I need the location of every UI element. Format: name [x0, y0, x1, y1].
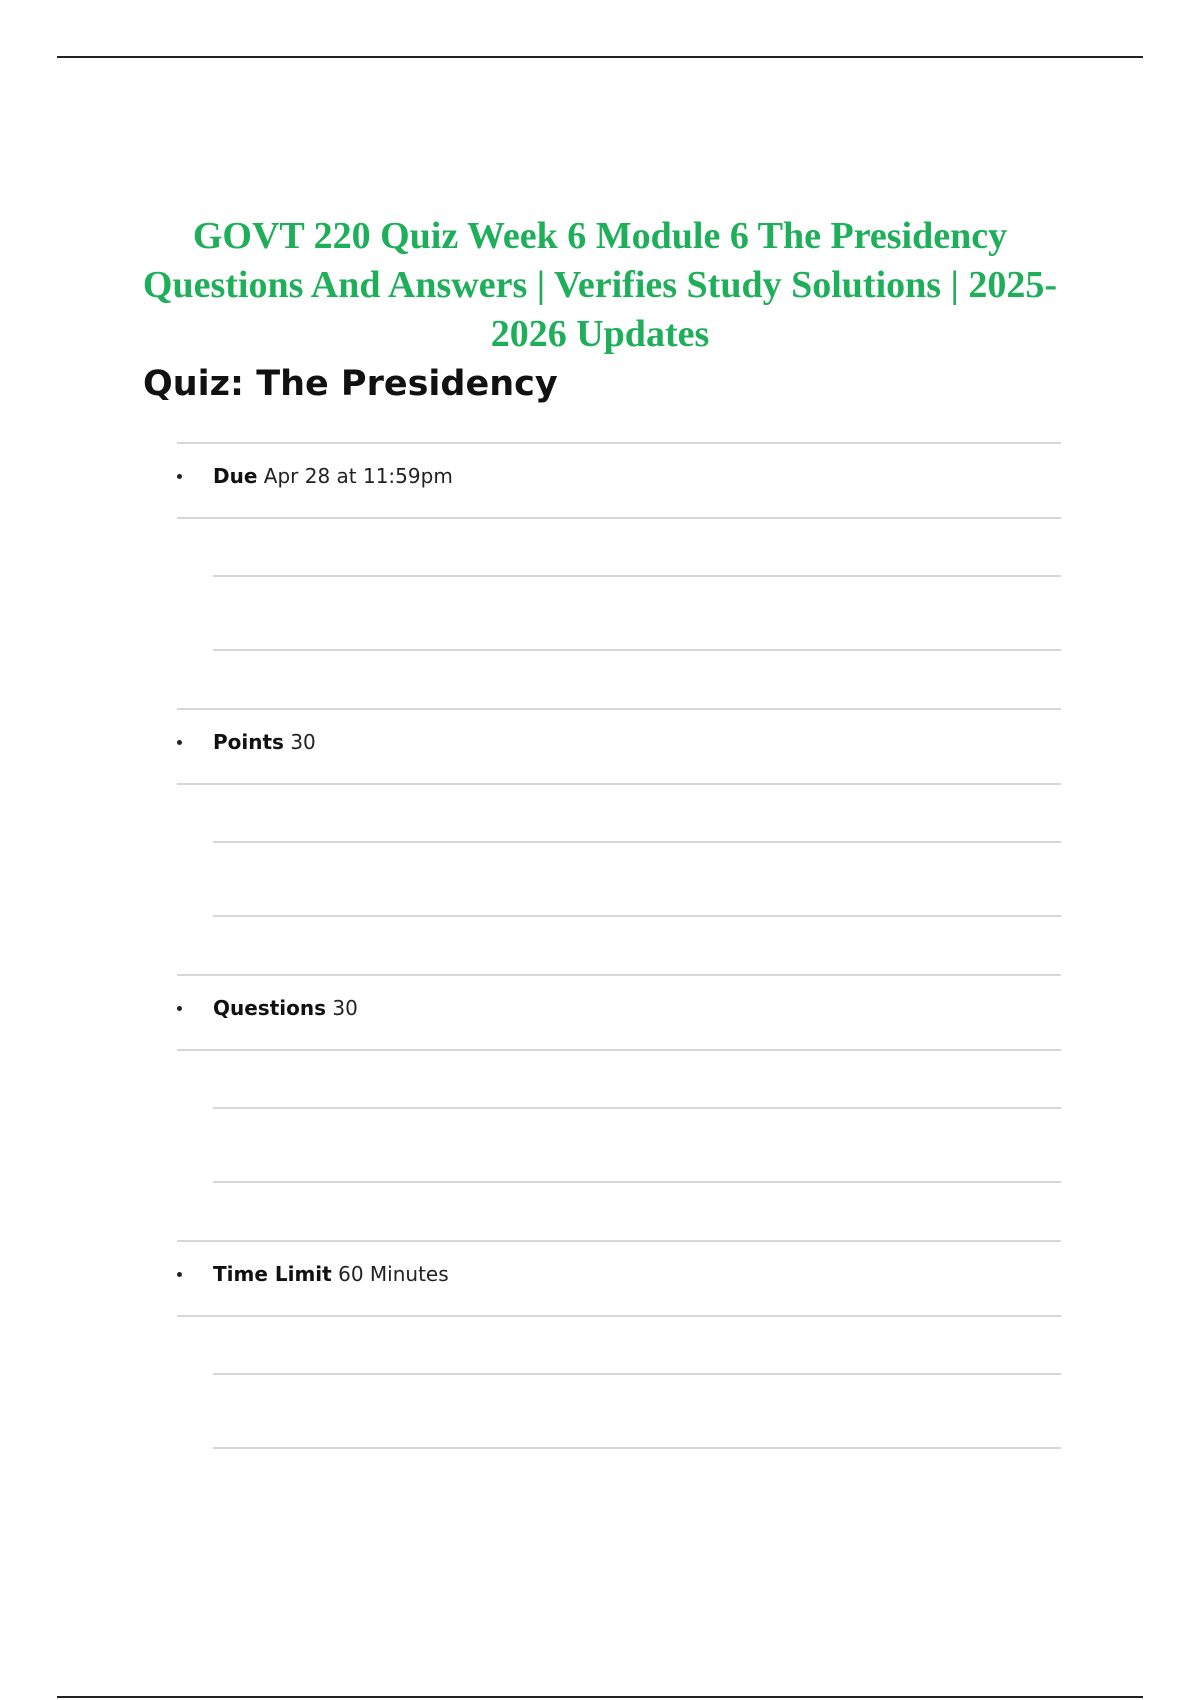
detail-row — [177, 444, 1061, 519]
detail-text — [213, 994, 358, 1022]
detail-label-points: Points — [213, 730, 284, 754]
detail-text — [213, 728, 316, 756]
quiz-details-list — [177, 442, 1061, 1506]
divider — [213, 1373, 1061, 1375]
detail-value-due: Apr 28 at 11:59pm — [263, 464, 453, 488]
divider — [213, 841, 1061, 843]
detail-value-points: 30 — [290, 730, 316, 754]
detail-row — [177, 976, 1061, 1051]
bullet-icon — [177, 740, 182, 745]
bullet-icon — [177, 474, 182, 479]
detail-value-time-limit: 60 Minutes — [338, 1262, 449, 1286]
detail-points — [177, 708, 1061, 974]
divider — [213, 915, 1061, 917]
page-top-rule — [57, 56, 1143, 58]
divider — [213, 1181, 1061, 1183]
bullet-icon — [177, 1006, 182, 1011]
detail-label-questions: Questions — [213, 996, 327, 1020]
detail-text — [213, 1260, 449, 1288]
divider — [213, 575, 1061, 577]
document-title: GOVT 220 Quiz Week 6 Module 6 The Presidency Questions And Answers | Verifies Study Solutions | 2025-2026 Updates — [142, 215, 1058, 355]
bullet-icon — [177, 1272, 182, 1277]
detail-label-time-limit: Time Limit — [213, 1262, 332, 1286]
detail-due — [177, 442, 1061, 708]
detail-questions — [177, 974, 1061, 1240]
detail-text — [213, 462, 453, 490]
detail-label-due: Due — [213, 464, 258, 488]
detail-time-limit — [177, 1240, 1061, 1506]
detail-row — [177, 1242, 1061, 1317]
divider — [213, 649, 1061, 651]
detail-value-questions: 30 — [332, 996, 358, 1020]
quiz-heading: Quiz: The Presidency — [143, 364, 558, 404]
divider — [213, 1107, 1061, 1109]
page-bottom-rule — [57, 1696, 1143, 1698]
divider — [213, 1447, 1061, 1449]
detail-row — [177, 710, 1061, 785]
